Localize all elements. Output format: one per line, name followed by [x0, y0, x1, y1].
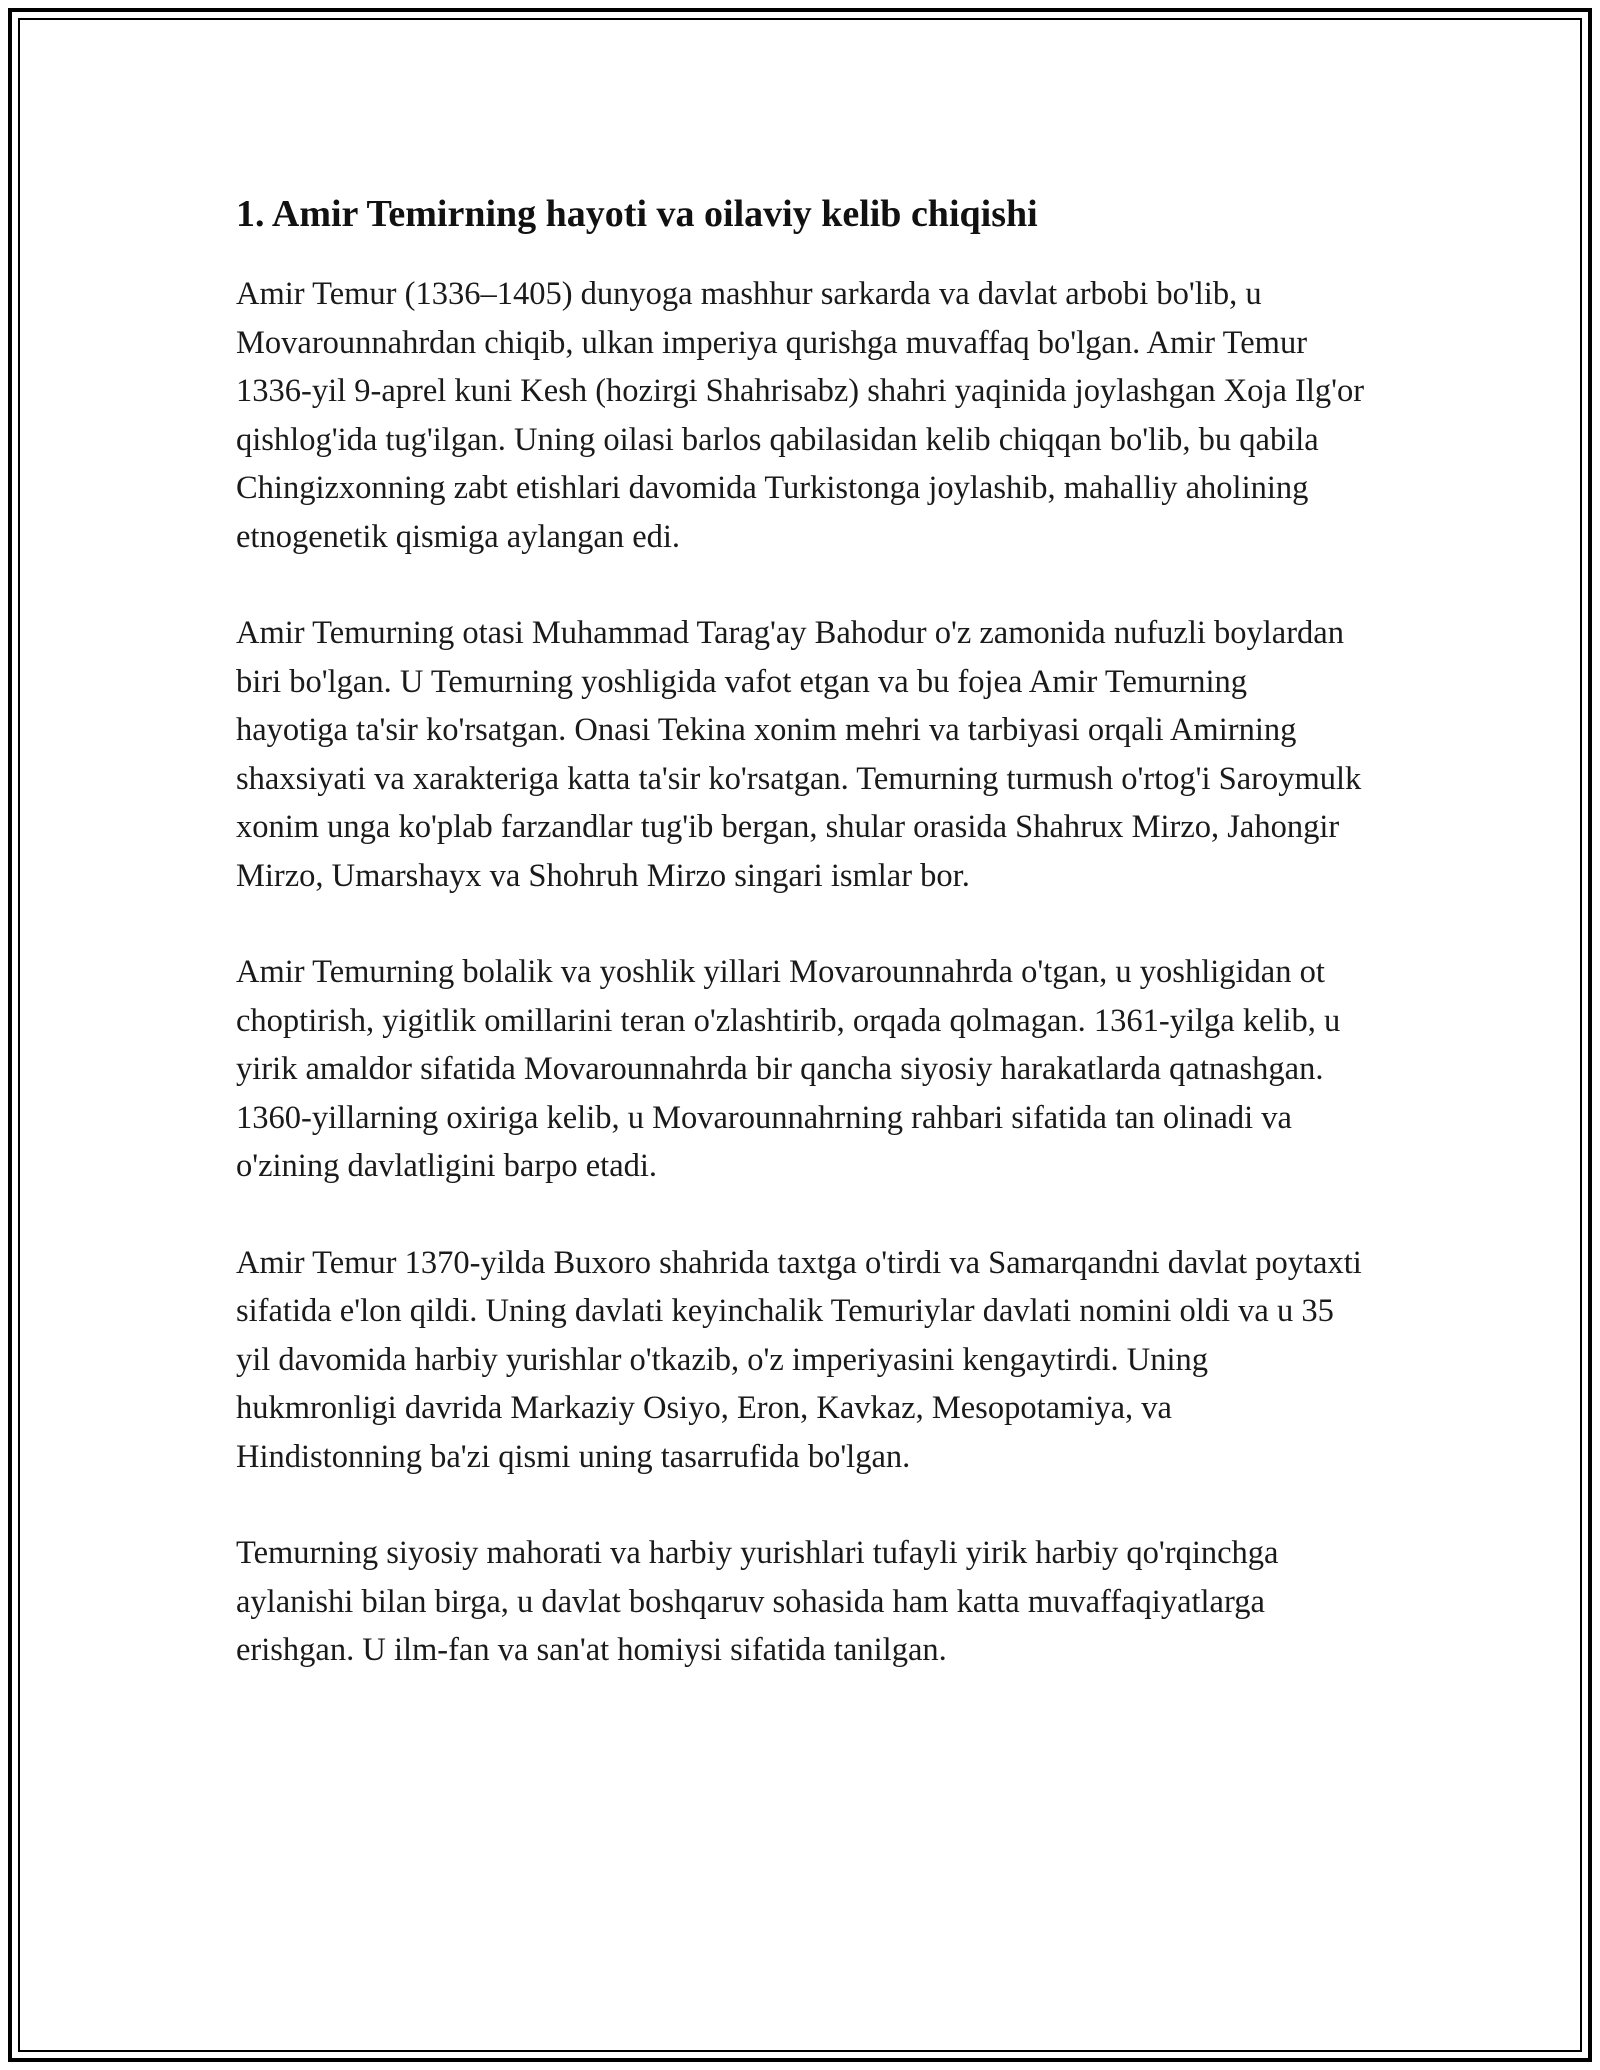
section-heading: 1. Amir Temirning hayoti va oilaviy kelib chiqishi — [236, 193, 1038, 235]
paragraph-legacy: Temurning siyosiy mahorati va harbiy yurishlari tufayli yirik harbiy qo'rqinchga aylanishi bilan birga, u davlat boshqaruv sohasida ham katta muvaffaqiyatlarga erishgan. U ilm-fan va san'at homiysi sifatida tanilgan. — [236, 1535, 1279, 1668]
paragraph-youth: Amir Temurning bolalik va yoshlik yillari Movarounnahrda o'tgan, u yoshligidan ot choptirish, yigitlik omillarini teran o'zlashtirib, orqada qolmagan. 1361-yilga kelib, u yirik amaldor sifatida Movarounnahrda bir qancha siyosiy harakatlarda qatnashgan. 1360-yillarning oxiriga kelib, u Movarounnahrning rahbari sifatida tan olinadi va o'zining davlatligini barpo etadi. — [236, 954, 1341, 1184]
paragraph-reign: Amir Temur 1370-yilda Buxoro shahrida taxtga o'tirdi va Samarqandni davlat poytaxti sifatida e'lon qildi. Uning davlati keyinchalik Temuriylar davlati nomini oldi va u 35 yil davomida harbiy yurishlar o'tkazib, o'z imperiyasini kengaytirdi. Uning hukmronligi davrida Markaziy Osiyo, Eron, Kavkaz, Mesopotamiya, va Hindistonning ba'zi qismi uning tasarrufida bo'lgan. — [236, 1244, 1362, 1475]
paragraph-parents-and-children: Amir Temurning otasi Muhammad Tarag'ay Bahodur o'z zamonida nufuzli boylardan biri bo'lgan. U Temurning yoshligida vafot etgan va bu fojea Amir Temurning hayotiga ta'sir ko'rsatgan. Onasi Tekina xonim mehri va tarbiyasi orqali Amirning shaxsiyati va xarakteriga katta ta'sir ko'rsatgan. Temurning turmush o'rtog'i Saroymulk xonim unga ko'plab farzandlar tug'ib bergan, shular orasida Shahrux Mirzo, Jahongir Mirzo, Umarshayx va Shohruh Mirzo singari ismlar bor. — [236, 615, 1362, 894]
paragraph-birth-and-family: Amir Temur (1336–1405) dunyoga mashhur sarkarda va davlat arbobi bo'lib, u Movarounnahrdan chiqib, ulkan imperiya qurishga muvaffaq bo'lgan. Amir Temur 1336-yil 9-aprel kuni Kesh (hozirgi Shahrisabz) shahri yaqinida joylashgan Xoja Ilg'or qishlog'ida tug'ilgan. Uning oilasi barlos qabilasidan kelib chiqqan bo'lib, bu qabila Chingizxonning zabt etishlari davomida Turkistonga joylashib, mahalliy aholining etnogenetik qismiga aylangan edi. — [236, 276, 1365, 555]
document-body — [236, 188, 1366, 1723]
